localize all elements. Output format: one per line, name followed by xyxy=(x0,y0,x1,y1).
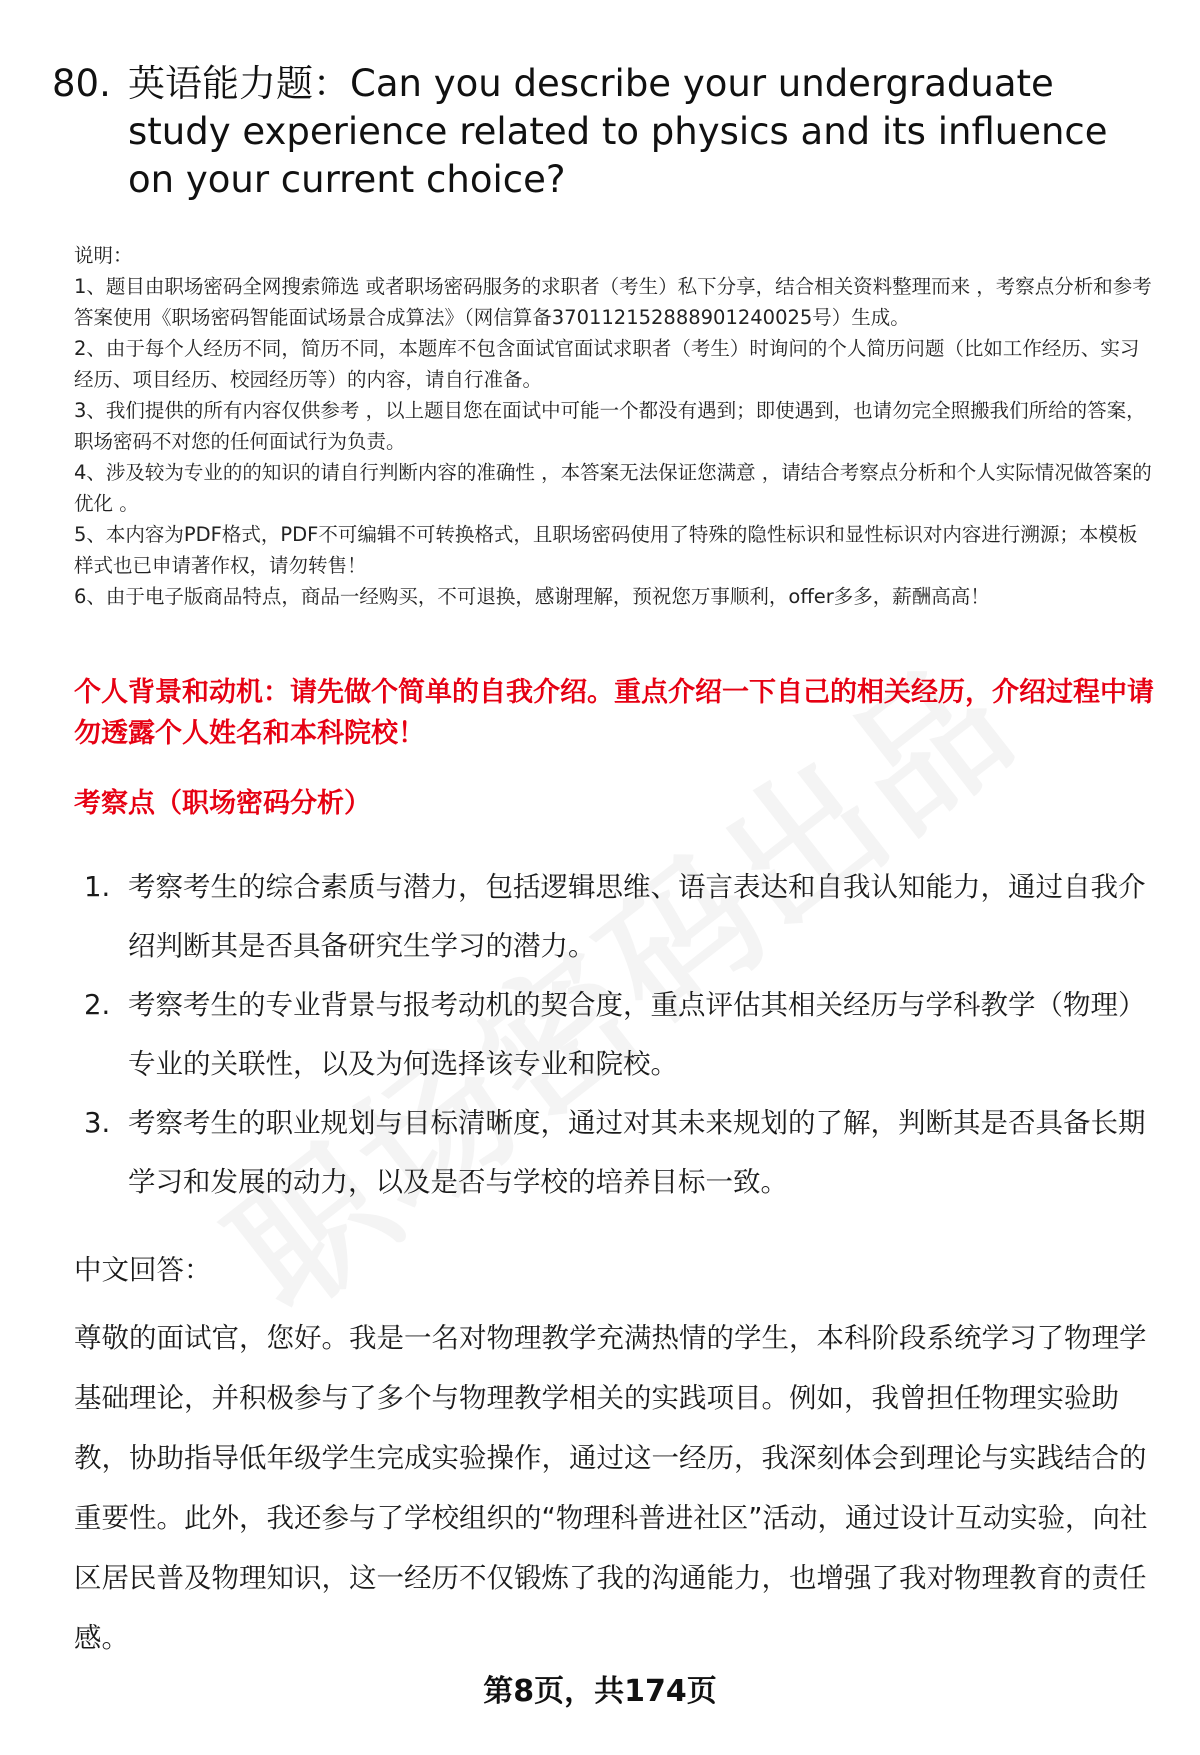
points-list xyxy=(84,858,1154,1212)
note-item: 1、题目由职场密码全网搜索筛选 或者职场密码服务的求职者（考生）私下分享，结合相关资料整理而来 ，考察点分析和参考答案使用《职场密码智能面试场景合成算法》（网信算备370112152888901240025号）生成。 xyxy=(74,275,1152,329)
question-text: 英语能力题：Can you describe your undergraduate study experience related to physics and its influence on your current choice? xyxy=(128,62,1108,201)
answer-label: 中文回答： xyxy=(74,1254,212,1286)
point-number: 1. xyxy=(84,871,111,903)
note-item: 3、我们提供的所有内容仅供参考 ，以上题目您在面试中可能一个都没有遇到；即使遇到，也请勿完全照搬我们所给的答案，职场密码不对您的任何面试行为负责。 xyxy=(74,399,1146,453)
question-number: 80. xyxy=(52,62,111,105)
note-item: 6、由于电子版商品特点，商品一经购买，不可退换，感谢理解，预祝您万事顺利，offer多多，薪酬高高！ xyxy=(74,585,990,608)
section-heading: 个人背景和动机：请先做个简单的自我介绍。重点介绍一下自己的相关经历，介绍过程中请勿透露个人姓名和本科院校！ xyxy=(74,677,1154,749)
list-item xyxy=(84,858,1154,976)
notes-title: 说明： xyxy=(74,244,133,267)
question xyxy=(52,60,1152,204)
note-item: 5、本内容为PDF格式，PDF不可编辑不可转换格式，且职场密码使用了特殊的隐性标识和显性标识对内容进行溯源；本模板样式也已申请著作权，请勿转售！ xyxy=(74,523,1138,577)
answer-text: 尊敬的面试官，您好。我是一名对物理教学充满热情的学生，本科阶段系统学习了物理学基础理论，并积极参与了多个与物理教学相关的实践项目。例如，我曾担任物理实验助教，协助指导低年级学生完成实验操作，通过这一经历，我深刻体会到理论与实践结合的重要性。此外，我还参与了学校组织的“物理科普进社区”活动，通过设计互动实验，向社区居民普及物理知识，这一经历不仅锻炼了我的沟通能力，也增强了我对物理教育的责任感。 xyxy=(74,1322,1148,1654)
point-text: 考察考生的职业规划与目标清晰度，通过对其未来规划的了解，判断其是否具备长期学习和发展的动力，以及是否与学校的培养目标一致。 xyxy=(128,1107,1146,1198)
point-number: 2. xyxy=(84,989,111,1021)
point-text: 考察考生的综合素质与潜力，包括逻辑思维、语言表达和自我认知能力，通过自我介绍判断其是否具备研究生学习的潜力。 xyxy=(128,871,1146,962)
points-title: 考察点（职场密码分析） xyxy=(74,788,371,819)
list-item xyxy=(84,1094,1154,1212)
list-item xyxy=(84,976,1154,1094)
point-number: 3. xyxy=(84,1107,111,1139)
note-item: 4、涉及较为专业的的知识的请自行判断内容的准确性 ，本答案无法保证您满意 ，请结合考察点分析和个人实际情况做答案的优化 。 xyxy=(74,461,1152,515)
page-number: 第8页，共174页 xyxy=(483,1674,717,1709)
notes xyxy=(74,240,1154,612)
point-text: 考察考生的专业背景与报考动机的契合度，重点评估其相关经历与学科教学（物理）专业的关联性，以及为何选择该专业和院校。 xyxy=(128,989,1146,1080)
note-item: 2、由于每个人经历不同，简历不同，本题库不包含面试官面试求职者（考生）时询问的个人简历问题（比如工作经历、实习经历、项目经历、校园经历等）的内容，请自行准备。 xyxy=(74,337,1140,391)
